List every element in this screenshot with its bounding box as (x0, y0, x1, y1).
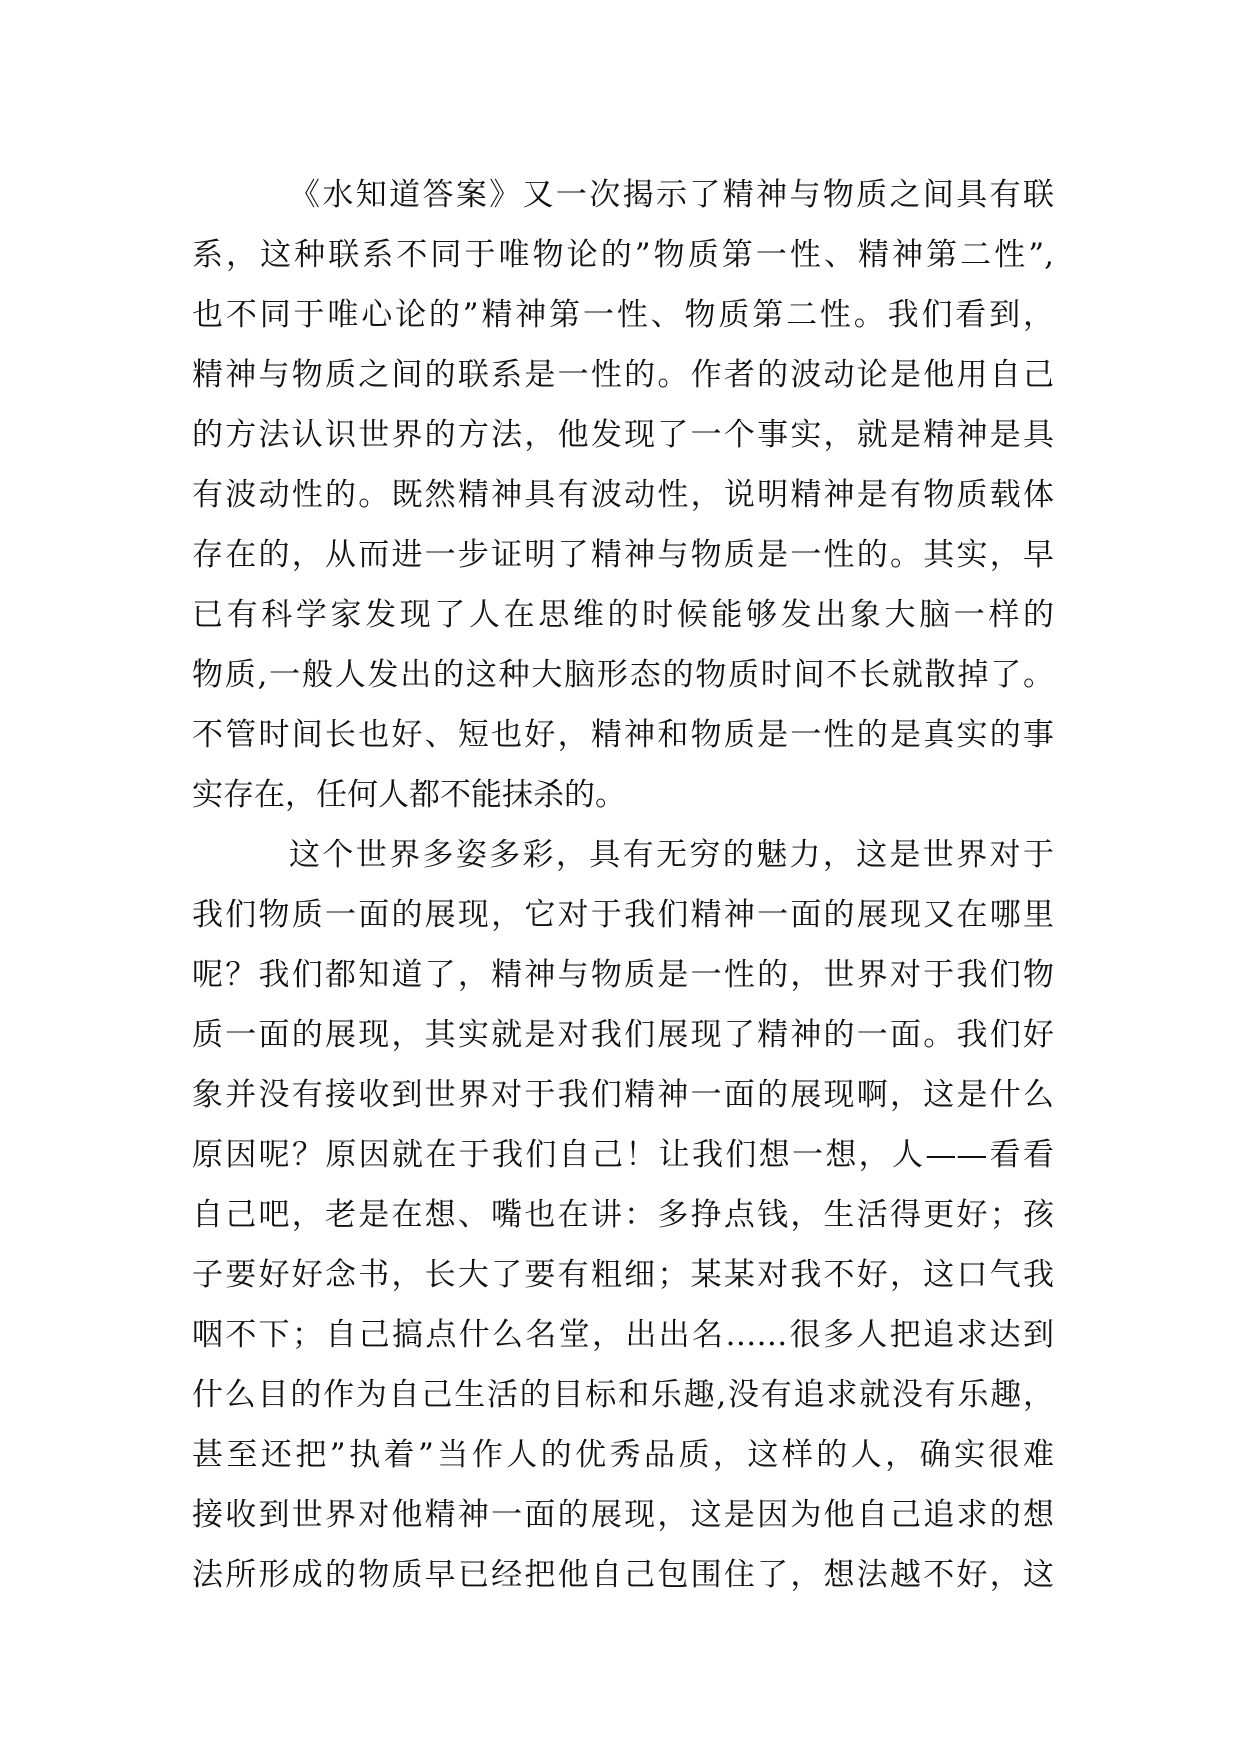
text-line: 我们物质一面的展现，它对于我们精神一面的展现又在哪里 (192, 897, 1054, 933)
text-line: 法所形成的物质早已经把他自己包围住了，想法越不好，这 (192, 1557, 1054, 1593)
text-line: 自己吧，老是在想、嘴也在讲：多挣点钱，生活得更好；孩 (192, 1197, 1054, 1233)
paragraph-1 (192, 165, 1054, 825)
text-line: 子要好好念书，长大了要有粗细；某某对我不好，这口气我 (192, 1257, 1054, 1293)
text-line: 不管时间长也好、短也好，精神和物质是一性的是真实的事 (192, 717, 1054, 753)
text-line: 《水知道答案》又一次揭示了精神与物质之间具有联 (289, 177, 1054, 213)
text-line: 接收到世界对他精神一面的展现，这是因为他自己追求的想 (192, 1497, 1054, 1533)
paragraph-2 (192, 825, 1054, 1605)
body-text (192, 165, 1054, 1605)
text-line: 精神与物质之间的联系是一性的。作者的波动论是他用自己 (192, 357, 1054, 393)
text-line: 的方法认识世界的方法，他发现了一个事实，就是精神是具 (192, 417, 1054, 453)
text-line: 有波动性的。既然精神具有波动性，说明精神是有物质载体 (192, 477, 1054, 513)
text-line: 原因呢？原因就在于我们自己！让我们想一想，人——看看 (192, 1137, 1054, 1173)
text-line: 物质,一般人发出的这种大脑形态的物质时间不长就散掉了。 (192, 657, 1054, 693)
text-line: 存在的，从而进一步证明了精神与物质是一性的。其实，早 (192, 537, 1054, 573)
text-line: 也不同于唯心论的”精神第一性、物质第二性。我们看到， (192, 297, 1054, 333)
text-line: 什么目的作为自己生活的目标和乐趣,没有追求就没有乐趣， (192, 1377, 1054, 1413)
text-line: 这个世界多姿多彩，具有无穷的魅力，这是世界对于 (289, 837, 1054, 873)
text-line: 已有科学家发现了人在思维的时候能够发出象大脑一样的 (192, 597, 1054, 633)
text-line: 呢？我们都知道了，精神与物质是一性的，世界对于我们物 (192, 957, 1054, 993)
text-line: 系，这种联系不同于唯物论的”物质第一性、精神第二性”, (192, 237, 1054, 273)
text-line: 象并没有接收到世界对于我们精神一面的展现啊，这是什么 (192, 1077, 1054, 1113)
text-line: 实存在，任何人都不能抹杀的。 (192, 777, 626, 813)
text-line: 咽不下；自己搞点什么名堂，出出名……很多人把追求达到 (192, 1317, 1054, 1353)
text-line: 甚至还把”执着”当作人的优秀品质，这样的人，确实很难 (192, 1437, 1054, 1473)
text-line: 质一面的展现，其实就是对我们展现了精神的一面。我们好 (192, 1017, 1054, 1053)
